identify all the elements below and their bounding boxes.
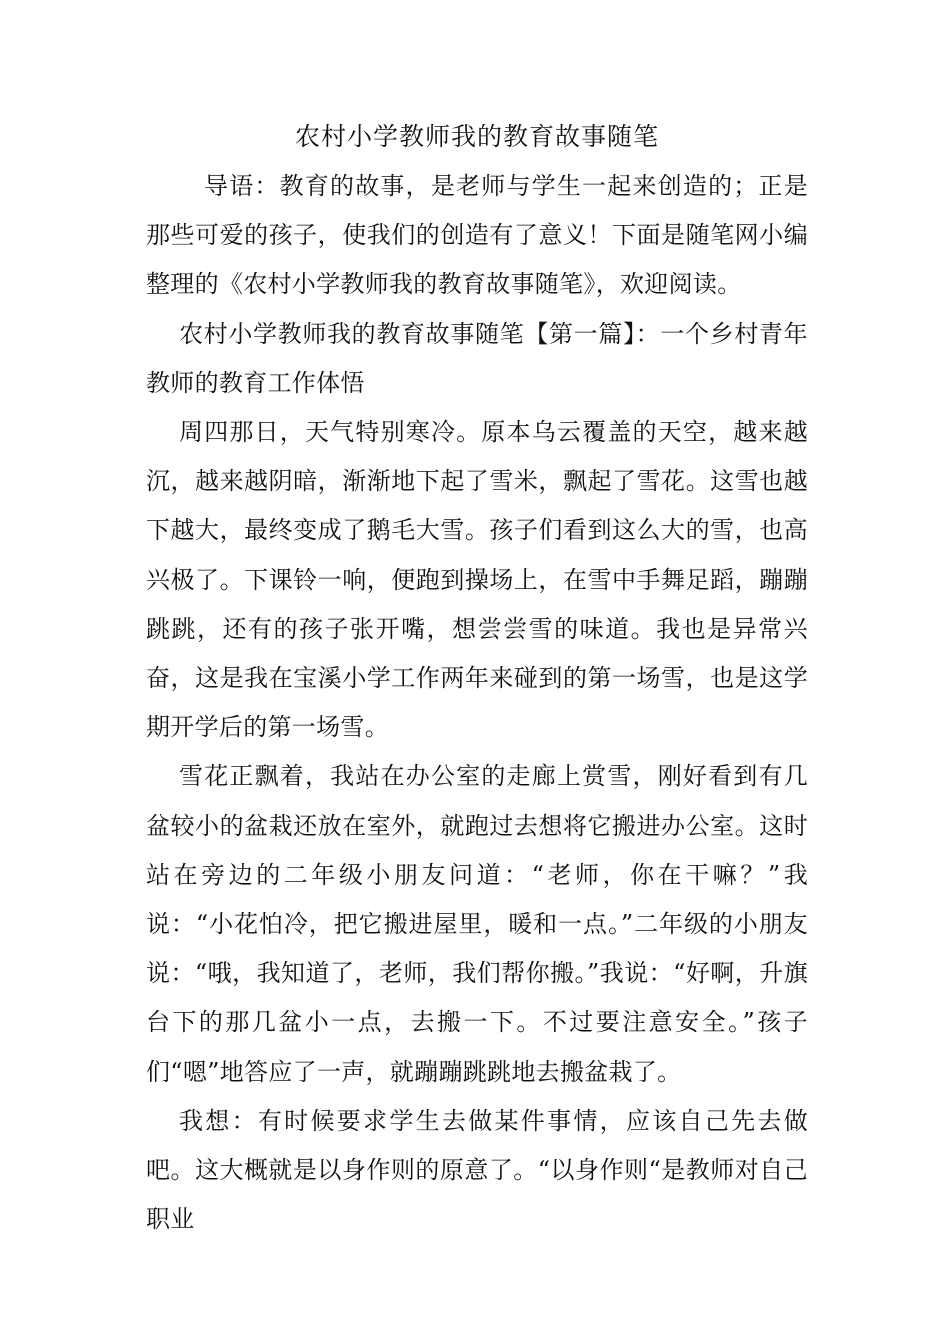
intro-paragraph: 导语：教育的故事，是老师与学生一起来创造的；正是那些可爱的孩子，使我们的创造有了意义！下面是随笔网小编整理的《农村小学教师我的教育故事随笔》，欢迎阅读。 — [146, 172, 808, 299]
body-paragraph: 周四那日，天气特别寒冷。原本乌云覆盖的天空，越来越沉，越来越阴暗，渐渐地下起了雪米，飘起了雪花。这雪也越下越大，最终变成了鹅毛大雪。孩子们看到这么大的雪，也高兴极了。下课铃一响，便跑到操场上，在雪中手舞足蹈，蹦蹦跳跳，还有的孩子张开嘴，想尝尝雪的味道。我也是异常兴奋，这是我在宝溪小学工作两年来碰到的第一场雪，也是这学期开学后的第一场雪。 — [146, 418, 808, 742]
document-title: 农村小学教师我的教育故事随笔 — [294, 122, 659, 151]
body-paragraph: 我想：有时候要求学生去做某件事情，应该自己先去做吧。这大概就是以身作则的原意了。“以身作则“是教师对自己职业 — [146, 1106, 808, 1234]
document-page — [146, 112, 808, 1244]
body-paragraph: 雪花正飘着，我站在办公室的走廊上赏雪，刚好看到有几盆较小的盆栽还放在室外，就跑过去想将它搬进办公室。这时站在旁边的二年级小朋友问道：“老师，你在干嘛？”我说：“小花怕冷，把它搬进屋里，暖和一点。”二年级的小朋友说：“哦，我知道了，老师，我们帮你搬。”我说：“好啊，升旗台下的那几盆小一点，去搬一下。不过要注意安全。”孩子们“嗯”地答应了一声，就蹦蹦跳跳地去搬盆栽了。 — [146, 762, 808, 1086]
section-heading-paragraph: 农村小学教师我的教育故事随笔【第一篇】：一个乡村青年教师的教育工作体悟 — [146, 319, 808, 397]
